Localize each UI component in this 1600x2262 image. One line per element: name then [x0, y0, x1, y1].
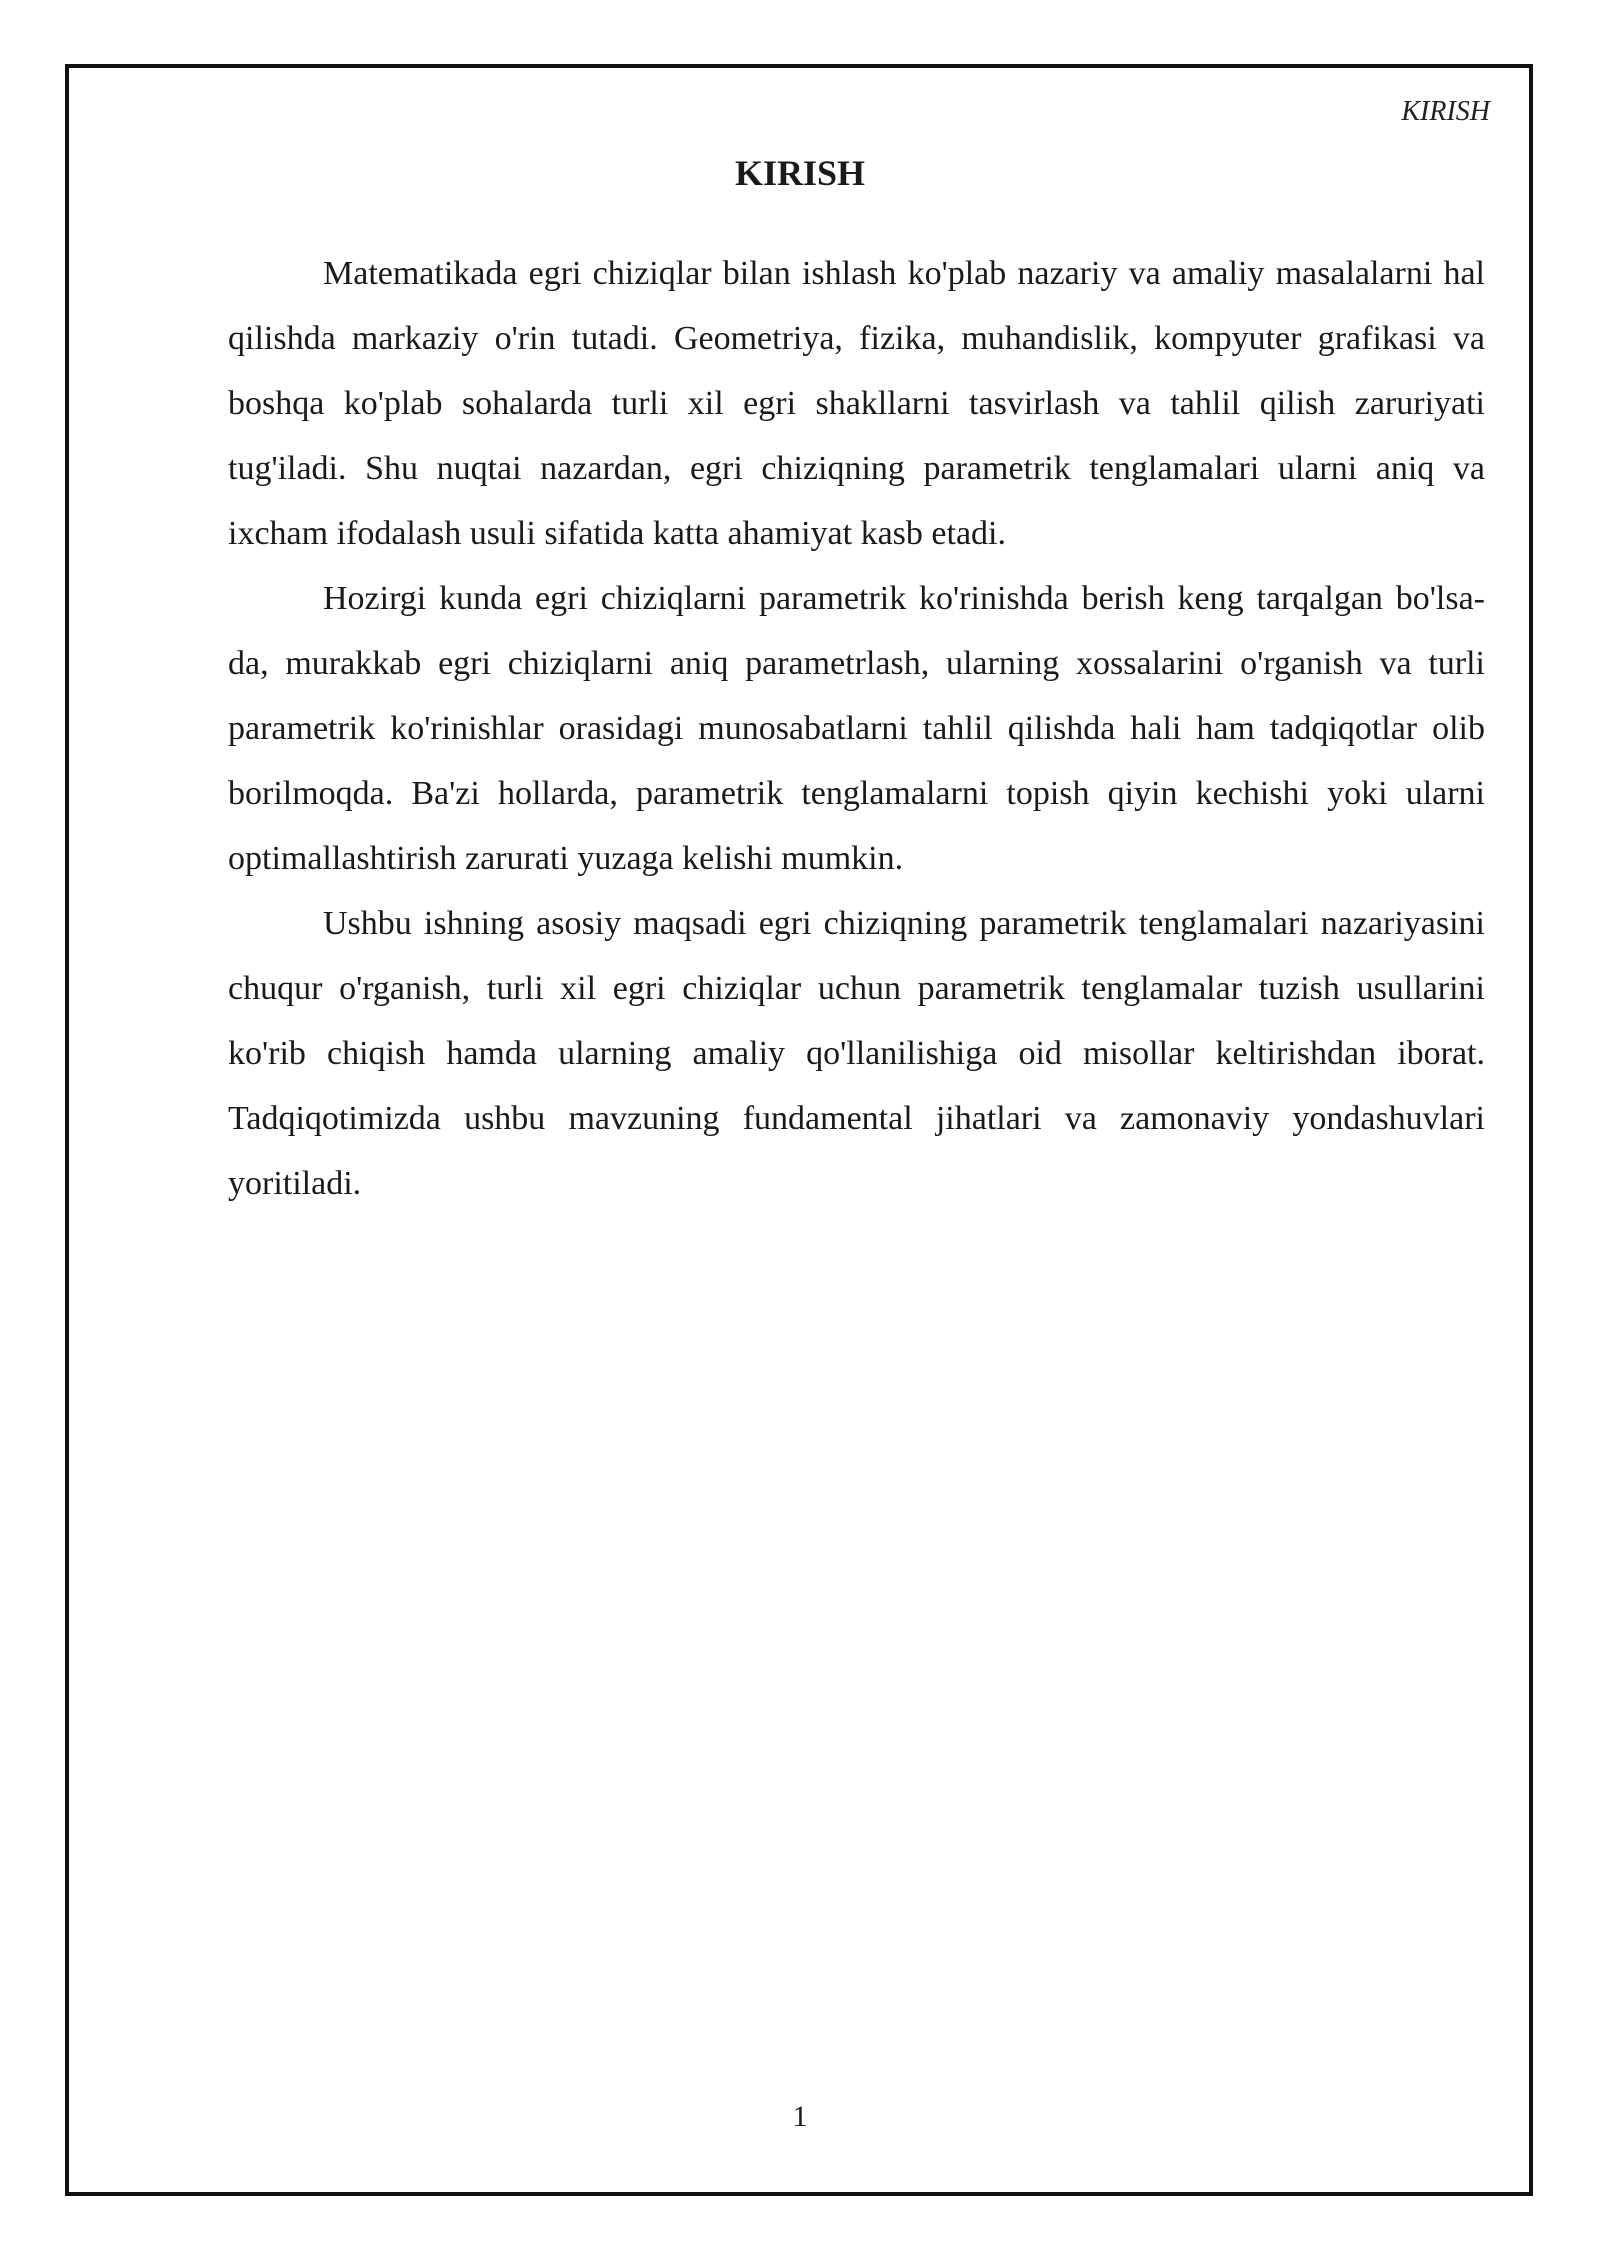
paragraph-2: Hozirgi kunda egri chiziqlarni parametrik ko'rinishda berish keng tarqalgan bo'lsa-da, murakkab egri chiziqlarni aniq parametrlash, ularning xossalarini o'rganish va turli parametrik ko'rinishlar orasidagi munosabatlarni tahlil qilishda hali ham tadqiqotlar olib borilmoqda. Ba'zi hollarda, parametrik tenglamalarni topish qiyin kechishi yoki ularni optimallashtirish zarurati yuzaga kelishi mumkin.	[228, 580, 1485, 877]
paragraph-3: Ushbu ishning asosiy maqsadi egri chiziqning parametrik tenglamalari nazariyasini chuqur o'rganish, turli xil egri chiziqlar uchun parametrik tenglamalar tuzish usullarini ko'rib chiqish hamda ularning amaliy qo'llanilishiga oid misollar keltirishdan iborat. Tadqiqotimizda ushbu mavzuning fundamental jihatlari va zamonaviy yondashuvlari yoritiladi.	[228, 905, 1485, 1202]
page-title: KIRISH	[734, 153, 866, 193]
body-text	[228, 241, 1485, 1216]
paragraph-1: Matematikada egri chiziqlar bilan ishlash ko'plab nazariy va amaliy masalalarni hal qilishda markaziy o'rin tutadi. Geometriya, fizika, muhandislik, kompyuter grafikasi va boshqa ko'plab sohalarda turli xil egri shakllarni tasvirlash va tahlil qilish zaruriyati tug'iladi. Shu nuqtai nazardan, egri chiziqning parametrik tenglamalari ularni aniq va ixcham ifodalash usuli sifatida katta ahamiyat kasb etadi.	[228, 255, 1485, 552]
page-number: 1	[792, 2100, 808, 2133]
running-header: KIRISH	[1401, 96, 1490, 127]
